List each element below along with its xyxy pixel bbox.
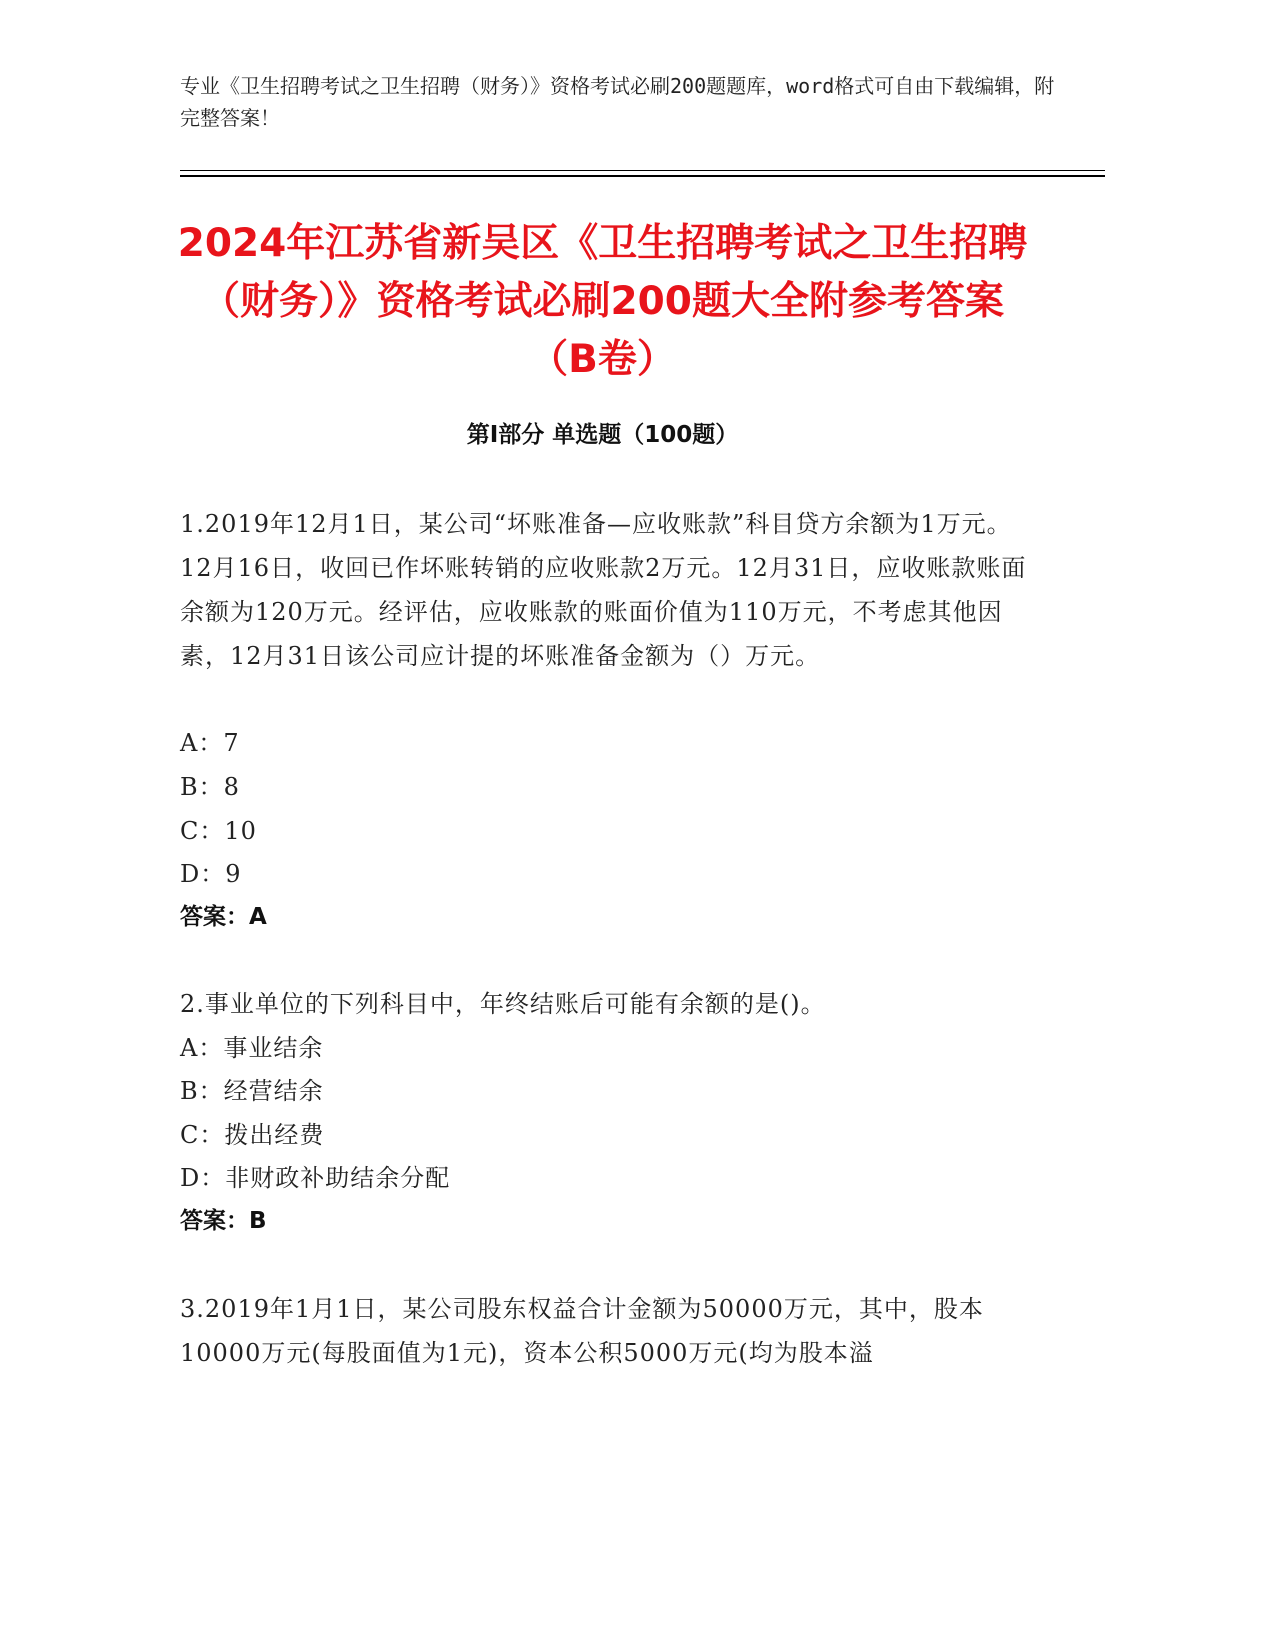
question-3-text: 3.2019年1月1日，某公司股东权益合计金额为50000万元，其中，股本10000万元(每股面值为1元)，资本公积5000万元(均为股本溢 — [180, 1295, 984, 1367]
header-divider-thin — [180, 170, 1105, 171]
question-1-option-b: B：8 — [180, 773, 240, 801]
question-1-answer: 答案：A — [180, 904, 267, 930]
question-2-option-d: D：非财政补助结余分配 — [180, 1164, 451, 1192]
question-1-option-c: C：10 — [180, 817, 257, 845]
question-1-text: 1.2019年12月1日，某公司“坏账准备—应收账款”科目贷方余额为1万元。12月16日，收回已作坏账转销的应收账款2万元。12月31日，应收账款账面余额为120万元。经评估，应收账款的账面价值为110万元，不考虑其他因素，12月31日该公司应计提的坏账准备金额为（）万元。 — [180, 510, 1027, 670]
question-2-text: 2.事业单位的下列科目中，年终结账后可能有余额的是()。 — [180, 990, 826, 1018]
question-2-answer: 答案：B — [180, 1208, 267, 1234]
question-2-option-b: B：经营结余 — [180, 1077, 324, 1105]
document-title: 2024年江苏省新吴区《卫生招聘考试之卫生招聘（财务）》资格考试必刷200题大全附参考答案（B卷） — [177, 221, 1028, 382]
question-2-option-c: C：拨出经费 — [180, 1121, 325, 1149]
question-1-option-a: A：7 — [180, 729, 240, 757]
section-title: 第I部分 单选题（100题） — [466, 422, 739, 448]
header-note: 专业《卫生招聘考试之卫生招聘（财务）》资格考试必刷200题题库，word格式可自由下载编辑，附完整答案！ — [180, 74, 1055, 130]
question-1-option-d: D：9 — [180, 860, 242, 888]
header-divider-thick — [180, 175, 1105, 177]
question-2-option-a: A：事业结余 — [180, 1034, 324, 1062]
